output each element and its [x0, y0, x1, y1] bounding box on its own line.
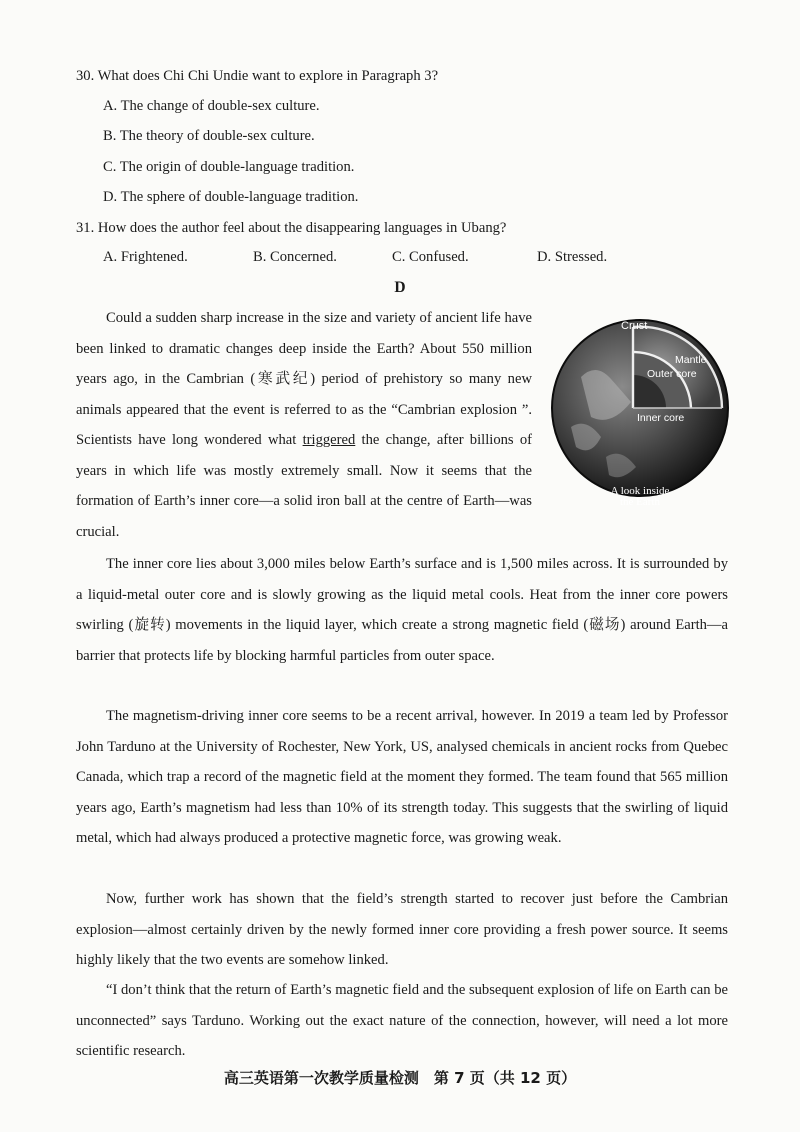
- passage-paragraph-5: “I don’t think that the return of Earth’s magnetic field and the subsequent explosion of life on Earth can be unconnected” says Tarduno. Working out the exact nature of the connection, however, will need a lot more scientific research.: [76, 982, 728, 1059]
- figure-label-mantle: Mantle: [675, 354, 707, 366]
- question-30-option-b: B. The theory of double-sex culture.: [103, 128, 315, 144]
- question-31-option-d: D. Stressed.: [537, 249, 608, 265]
- paragraph-1-text-start: Could a sudden sharp increase in the size and variety of ancient life have been linked to dramatic changes deep inside the Earth? About 550 million years ago, in the Cambrian (寒武纪) period of prehistory so many new animals appeared that the event is referred to as the “Cambrian explosion ”. Scientists have long wondered what: [76, 310, 532, 448]
- underlined-word: triggered: [302, 432, 356, 448]
- passage-paragraph-4: Now, further work has shown that the field’s strength started to recover just before the Cambrian explosion—almost certainly driven by the newly formed inner core providing a fresh power source. It seems highly likely that the two events are somehow linked.: [76, 891, 728, 968]
- question-30-option-c: C. The origin of double-language tradition.: [103, 159, 355, 175]
- figure-caption-line-1: A look inside: [610, 485, 670, 497]
- paragraph-1-text-end: the change, after billions of years in which life was mostly extremely small. Now it seems that the formation of Earth’s inner core—a solid iron ball at the centre of Earth—was crucial.: [76, 432, 532, 540]
- question-30-option-d: D. The sphere of double-language tradition.: [103, 189, 359, 205]
- question-31-option-a: A. Frightened.: [103, 249, 188, 265]
- question-30-stem: 30. What does Chi Chi Undie want to explore in Paragraph 3?: [76, 68, 439, 84]
- figure-label-inner-core: Inner core: [637, 412, 685, 424]
- passage-paragraph-2: The inner core lies about 3,000 miles below Earth’s surface and is 1,500 miles across. It is surrounded by a liquid-metal outer core and is slowly growing as the liquid metal cools. Heat from the inner core powers swirling (旋转) movements in the liquid layer, which create a strong magnetic field (磁场) around Earth—a barrier that protects life by blocking harmful particles from outer space.: [76, 556, 728, 664]
- passage-paragraph-3: The magnetism-driving inner core seems to be a recent arrival, however. In 2019 a team led by Professor John Tarduno at the University of Rochester, New York, US, analysed chemicals in ancient rocks from Quebec Canada, which trap a record of the magnetic field at the moment they formed. The team found that 565 million years ago, Earth’s magnetism had less than 10% of its strength today. This suggests that the swirling of liquid metal, which had always produced a protective magnetic force, was growing weak.: [76, 708, 728, 846]
- figure-caption-line-2: the Earth: [619, 496, 661, 508]
- passage-paragraph-1: [76, 303, 532, 547]
- question-30-option-a: A. The change of double-sex culture.: [103, 98, 320, 114]
- earth-cross-section-figure: [551, 307, 729, 509]
- figure-label-outer-core: Outer core: [647, 368, 697, 380]
- figure-label-crust: Crust: [621, 320, 648, 332]
- question-31-stem: 31. How does the author feel about the disappearing languages in Ubang?: [76, 220, 507, 236]
- question-31-option-c: C. Confused.: [392, 249, 469, 265]
- section-heading: D: [394, 279, 406, 296]
- page-footer: 高三英语第一次教学质量检测 第 7 页（共 12 页）: [223, 1069, 577, 1087]
- question-31-option-b: B. Concerned.: [253, 249, 337, 265]
